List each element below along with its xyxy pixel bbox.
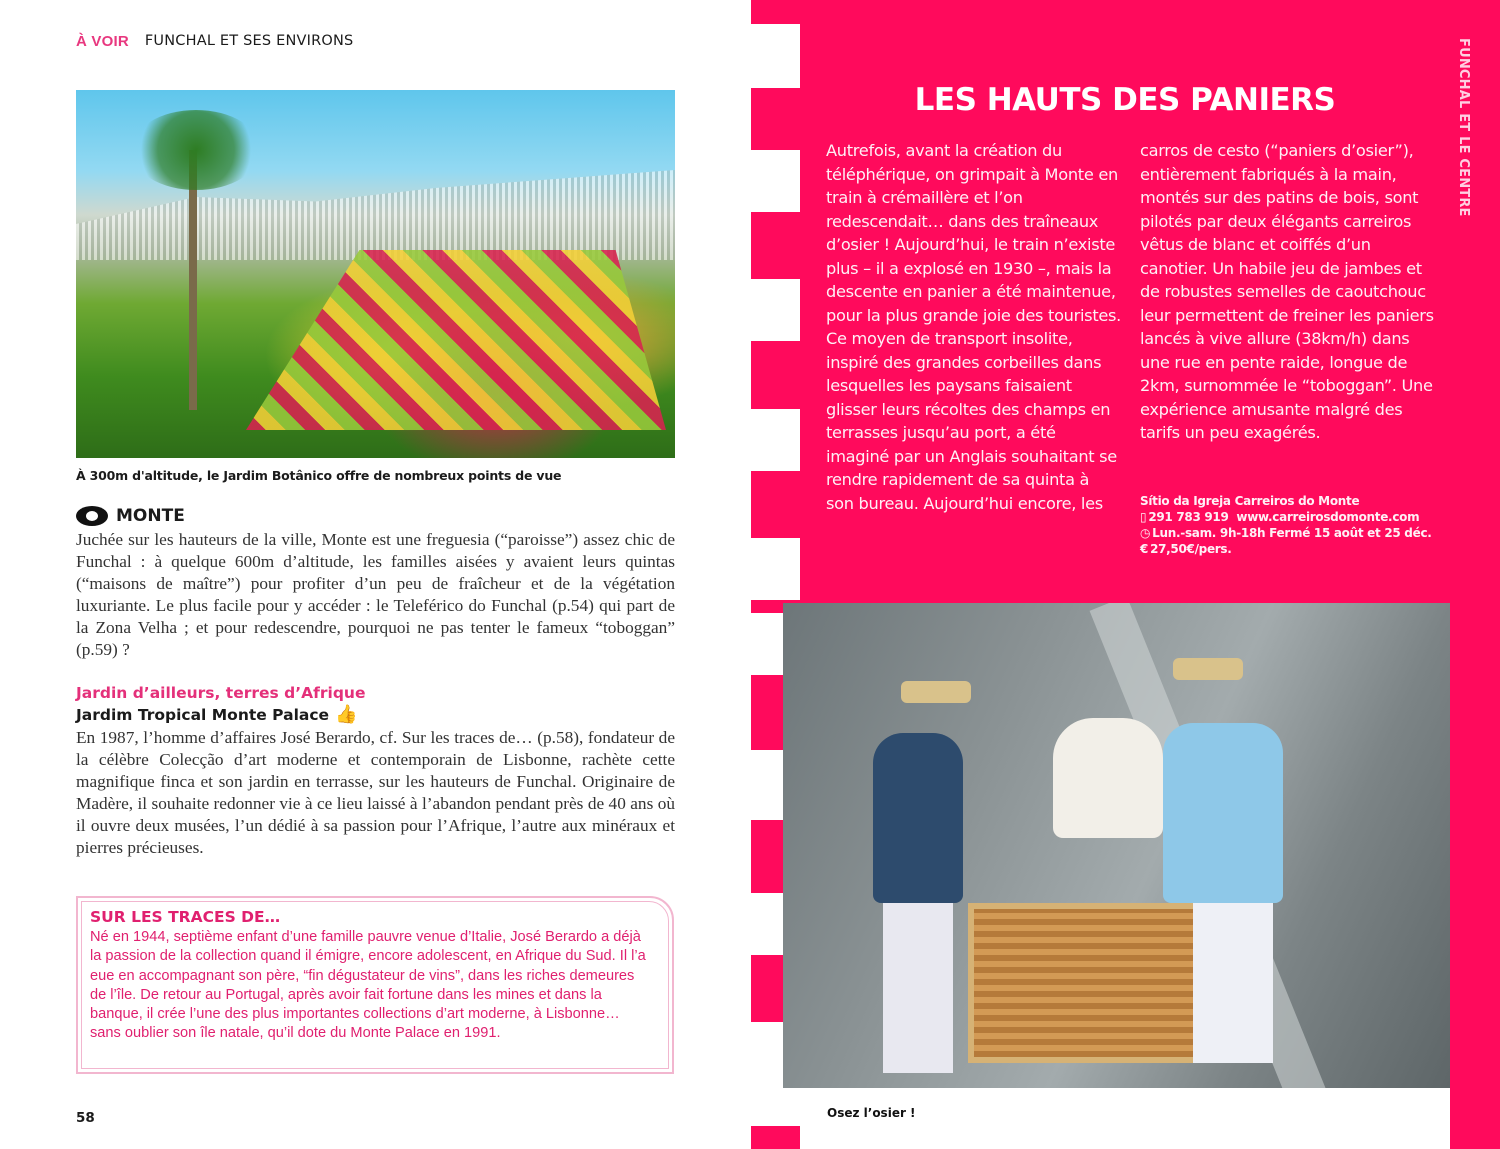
- phone: 291 783 919: [1148, 510, 1229, 524]
- monte-body: Juchée sur les hauteurs de la ville, Monte est une freguesia (“paroisse”) assez chic de Funchal : à quelque 600m d’altitude, les familles aisées y avaient leurs quintas (“maisons de maître”) pour profiter d’un peu de fraîcheur et de la végétation luxuriante. Le plus facile pour y accéder : le Teleférico do Funchal (p.54) qui part de la Zona Velha ; et pour redescendre, pourquoi ne pas tenter le fameux “toboggan” (p.59) ?: [76, 530, 675, 659]
- jardin-title: Jardim Tropical Monte Palace: [76, 706, 330, 724]
- clock-icon: ◷: [1140, 526, 1151, 540]
- chapter-title: FUNCHAL ET SES ENVIRONS: [144, 33, 354, 49]
- botanical-garden-photo: [76, 90, 675, 458]
- feature-column-2: carros de cesto (“paniers d’osier”), entièrement fabriqués à la main, montés sur des patins de bois, sont pilotés par deux élégants carreiros vêtus de blanc et coiffés d’un canotier. Un habile jeu de jambes et de robustes semelles de caoutchouc leur permettent de freiner les paniers lancés à vive allure (38km/h) dans une rue en pente raide, longue de 2km, surnommée le “toboggan”. Une expérience amusante malgré des tarifs un peu exagérés.: [1140, 141, 1434, 442]
- edge-notch: [751, 279, 800, 341]
- euro-icon: €: [1140, 542, 1149, 556]
- jardin-heading: [76, 706, 357, 724]
- address: Sítio da Igreja Carreiros do Monte: [1140, 494, 1360, 508]
- page-number: 58: [76, 1110, 95, 1126]
- edge-notch: [751, 538, 800, 600]
- monte-heading: [76, 506, 185, 526]
- section-label: À VOIR: [76, 33, 129, 50]
- monte-title: MONTE: [116, 506, 185, 526]
- edge-notch: [751, 24, 800, 88]
- website-link[interactable]: www.carreirosdomonte.com: [1236, 510, 1420, 524]
- address-row: [1140, 493, 1432, 509]
- price-row: [1140, 541, 1432, 557]
- box-title: SUR LES TRACES DE…: [90, 908, 281, 926]
- feature-title: LES HAUTS DES PANIERS: [914, 82, 1336, 118]
- toboggan-photo: [783, 603, 1450, 1088]
- side-section-label: FUNCHAL ET LE CENTRE: [1456, 38, 1471, 217]
- jardin-body: En 1987, l’homme d’affaires José Berardo, cf. Sur les traces de… (p.58), fondateur de la célèbre Colecção d’art moderne et contemporain de Lisbonne, rachète cette magnifique finca et son jardin en terrasse, sur les hauteurs de Funchal. Originaire de Madère, il souhaite redonner vie à ce lieu laissé à l’abandon pendant près de 40 ans où il ouvre deux musées, l’un dédié à sa passion pour l’Afrique, l’autre aux minéraux et pierres précieuses.: [76, 728, 675, 857]
- hours-row: [1140, 525, 1432, 541]
- edge-notch: [751, 150, 800, 212]
- edge-notch: [751, 409, 800, 471]
- eye-icon: [76, 506, 108, 526]
- box-body: Né en 1944, septième enfant d’une famille pauvre venue d’Italie, José Berardo a déjà la passion de la collection quand il émigre, encore adolescent, en Afrique du Sud. Il l’a eue en accompagnant son père, “fin dégustateur de vins”, dans les riches demeures de l’île. De retour au Portugal, après avoir fait fortune dans les mines et dans la banque, il crée l’une des plus importantes collections d’art moderne, à Lisbonne… sans oublier son île natale, qu’il dote du Monte Palace en 1991.: [90, 929, 646, 1042]
- photo-caption-2: Osez l’osier !: [827, 1106, 916, 1120]
- price: 27,50€/pers.: [1150, 542, 1232, 556]
- thumbs-up-icon: 👍: [335, 704, 358, 725]
- photo-caption: À 300m d'altitude, le Jardim Botânico offre de nombreux points de vue: [76, 468, 562, 483]
- hours: Lun.-sam. 9h-18h Fermé 15 août et 25 déc.: [1152, 526, 1432, 540]
- practical-info: [1140, 493, 1432, 557]
- running-header: [76, 33, 353, 50]
- feature-column-1: Autrefois, avant la création du téléphérique, on grimpait à Monte en train à crémaillère et l’on redescendait… dans des traîneaux d’osier ! Aujourd’hui, le train n’existe plus – il a explosé en 1930 –, mais la descente en panier a été maintenue, pour la plus grande joie des touristes. Ce moyen de transport insolite, inspiré des grandes corbeilles dans lesquelles les paysans faisaient glisser leurs récoltes des champs en terrasses jusqu’au port, a été imaginé par un Anglais souhaitant se rendre rapidement de sa quinta à son bureau. Aujourd’hui encore, les: [826, 141, 1122, 513]
- jardin-subtitle: Jardin d’ailleurs, terres d’Afrique: [76, 684, 366, 702]
- contact-row: [1140, 509, 1432, 525]
- phone-icon: ▯: [1140, 510, 1147, 524]
